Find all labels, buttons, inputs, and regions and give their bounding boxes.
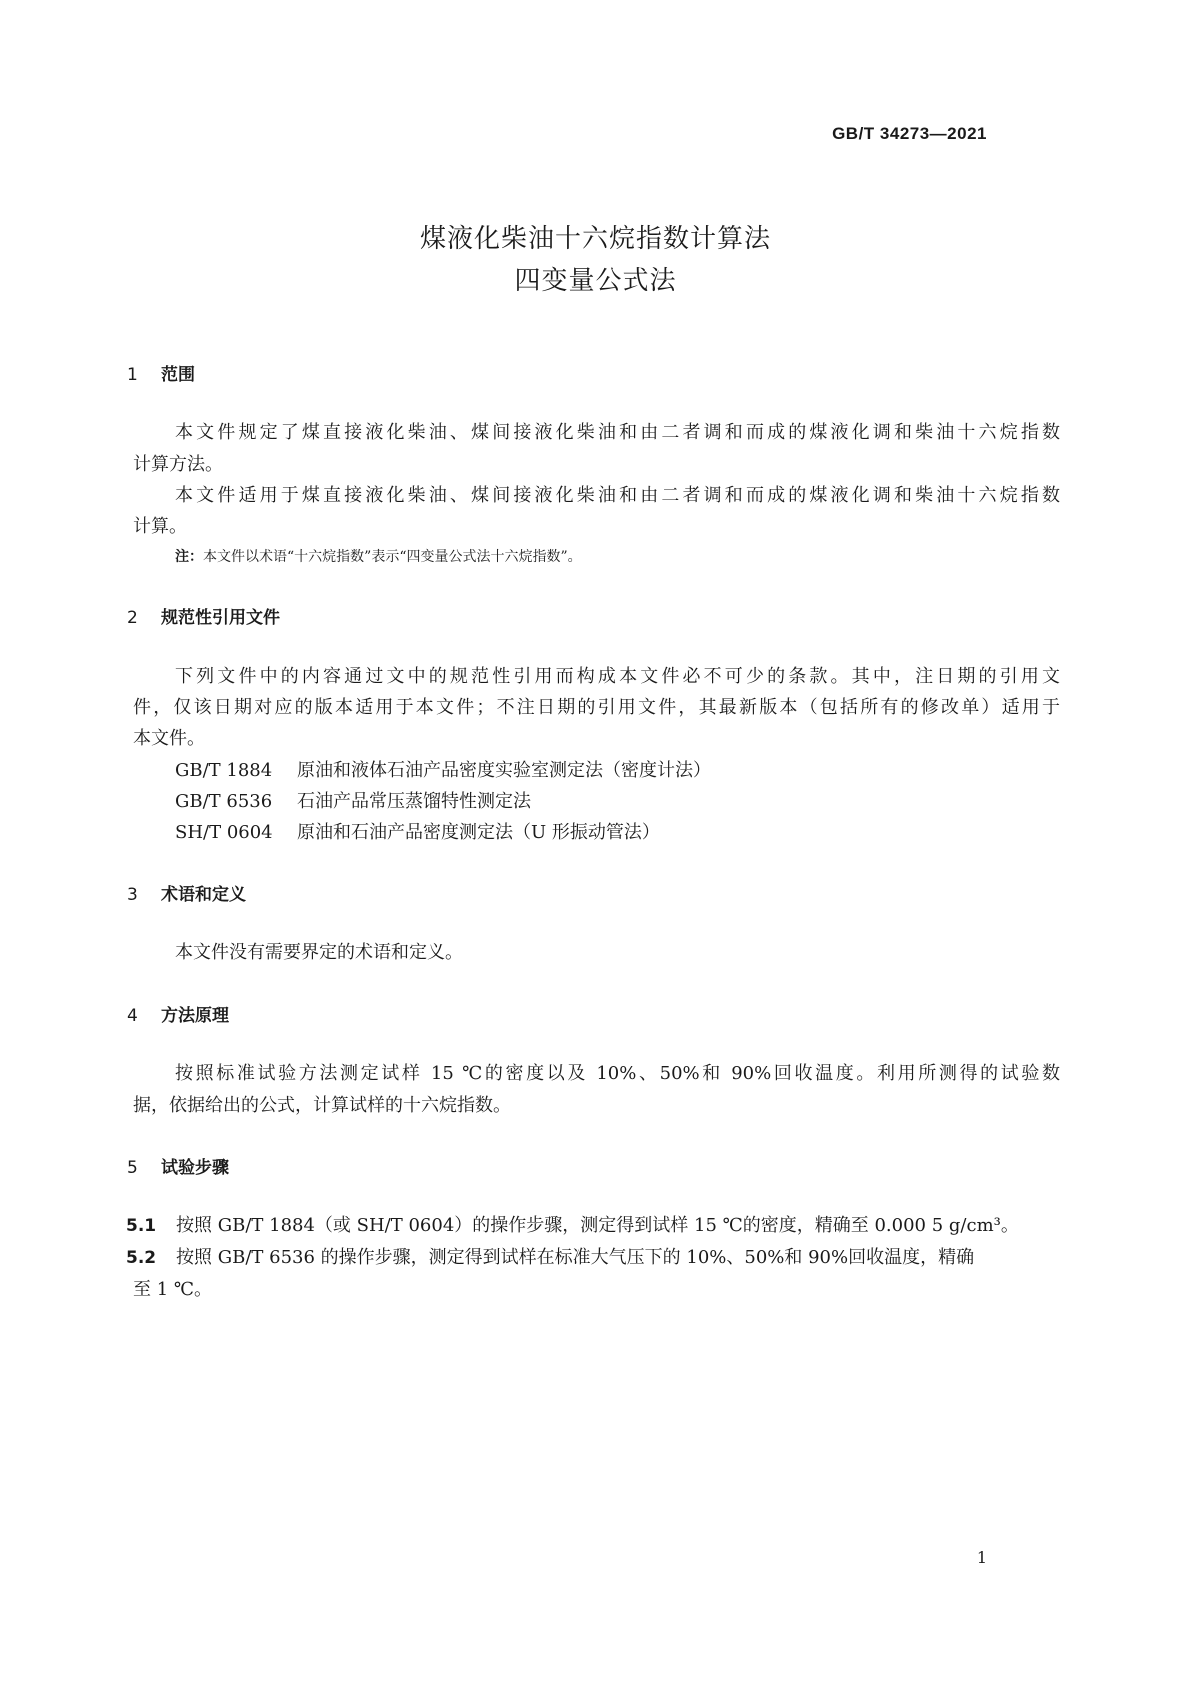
paragraph-line: 本文件规定了煤直接液化柴油、煤间接液化柴油和由二者调和而成的煤液化调和柴油十六烷指数 xyxy=(175,422,1060,443)
note xyxy=(175,546,582,566)
paragraph-line: 本文件。 xyxy=(133,728,205,749)
reference-title: 原油和液体石油产品密度实验室测定法（密度计法） xyxy=(297,760,711,781)
paragraph-line: 本文件没有需要界定的术语和定义。 xyxy=(175,942,463,963)
clause-number: 5.2 xyxy=(126,1248,157,1268)
section-title: 术语和定义 xyxy=(161,885,246,905)
section-heading-principle xyxy=(127,1001,229,1026)
reference-item xyxy=(175,818,660,844)
paragraph-line: 据，依据给出的公式，计算试样的十六烷指数。 xyxy=(133,1095,511,1116)
paragraph-line: 按照标准试验方法测定试样 15 ℃的密度以及 10%、50%和 90%回收温度。利用所测得的试验数 xyxy=(175,1063,1060,1084)
reference-code: SH/T 0604 xyxy=(175,822,273,843)
section-heading-normative-references xyxy=(127,603,280,628)
paragraph-line: 计算方法。 xyxy=(133,454,223,475)
reference-title: 石油产品常压蒸馏特性测定法 xyxy=(297,791,531,812)
reference-item xyxy=(175,787,531,813)
section-heading-terms xyxy=(127,880,246,905)
section-number: 2 xyxy=(127,608,138,628)
paragraph-line: 至 1 ℃。 xyxy=(133,1279,213,1300)
reference-code: GB/T 1884 xyxy=(175,760,273,781)
reference-code: GB/T 6536 xyxy=(175,791,273,812)
section-title: 规范性引用文件 xyxy=(161,608,280,628)
note-text: 本文件以术语“十六烷指数”表示“四变量公式法十六烷指数”。 xyxy=(203,549,582,565)
reference-title: 原油和石油产品密度测定法（U 形振动管法） xyxy=(297,822,660,843)
standard-code: GB/T 34273—2021 xyxy=(832,124,987,143)
note-label: 注： xyxy=(175,549,203,565)
section-title: 方法原理 xyxy=(161,1006,229,1026)
section-heading-scope xyxy=(127,360,195,385)
paragraph-line: 件，仅该日期对应的版本适用于本文件；不注日期的引用文件，其最新版本（包括所有的修改单）适用于 xyxy=(133,697,1060,718)
clause-5-2 xyxy=(126,1243,1060,1269)
paragraph-line: 下列文件中的内容通过文中的规范性引用而构成本文件必不可少的条款。其中，注日期的引用文 xyxy=(175,666,1060,687)
section-number: 5 xyxy=(127,1158,138,1178)
section-number: 1 xyxy=(127,365,138,385)
clause-text: 按照 GB/T 6536 的操作步骤，测定得到试样在标准大气压下的 10%、50%和 90%回收温度，精确 xyxy=(176,1247,975,1268)
section-title: 范围 xyxy=(161,365,195,385)
document-subtitle: 四变量公式法 xyxy=(514,266,677,296)
section-title: 试验步骤 xyxy=(161,1158,229,1178)
document-title: 煤液化柴油十六烷指数计算法 xyxy=(419,224,771,254)
paragraph-line: 计算。 xyxy=(133,516,187,537)
paragraph-line: 本文件适用于煤直接液化柴油、煤间接液化柴油和由二者调和而成的煤液化调和柴油十六烷指数 xyxy=(175,485,1060,506)
section-number: 3 xyxy=(127,885,138,905)
clause-text: 按照 GB/T 1884（或 SH/T 0604）的操作步骤，测定得到试样 15 ℃的密度，精确至 0.000 5 g/cm³。 xyxy=(176,1215,1019,1236)
page-number: 1 xyxy=(976,1548,987,1567)
clause-number: 5.1 xyxy=(126,1216,157,1236)
clause-5-1 xyxy=(126,1211,1019,1237)
reference-item xyxy=(175,756,711,782)
section-heading-procedure xyxy=(127,1153,229,1178)
section-number: 4 xyxy=(127,1006,138,1026)
